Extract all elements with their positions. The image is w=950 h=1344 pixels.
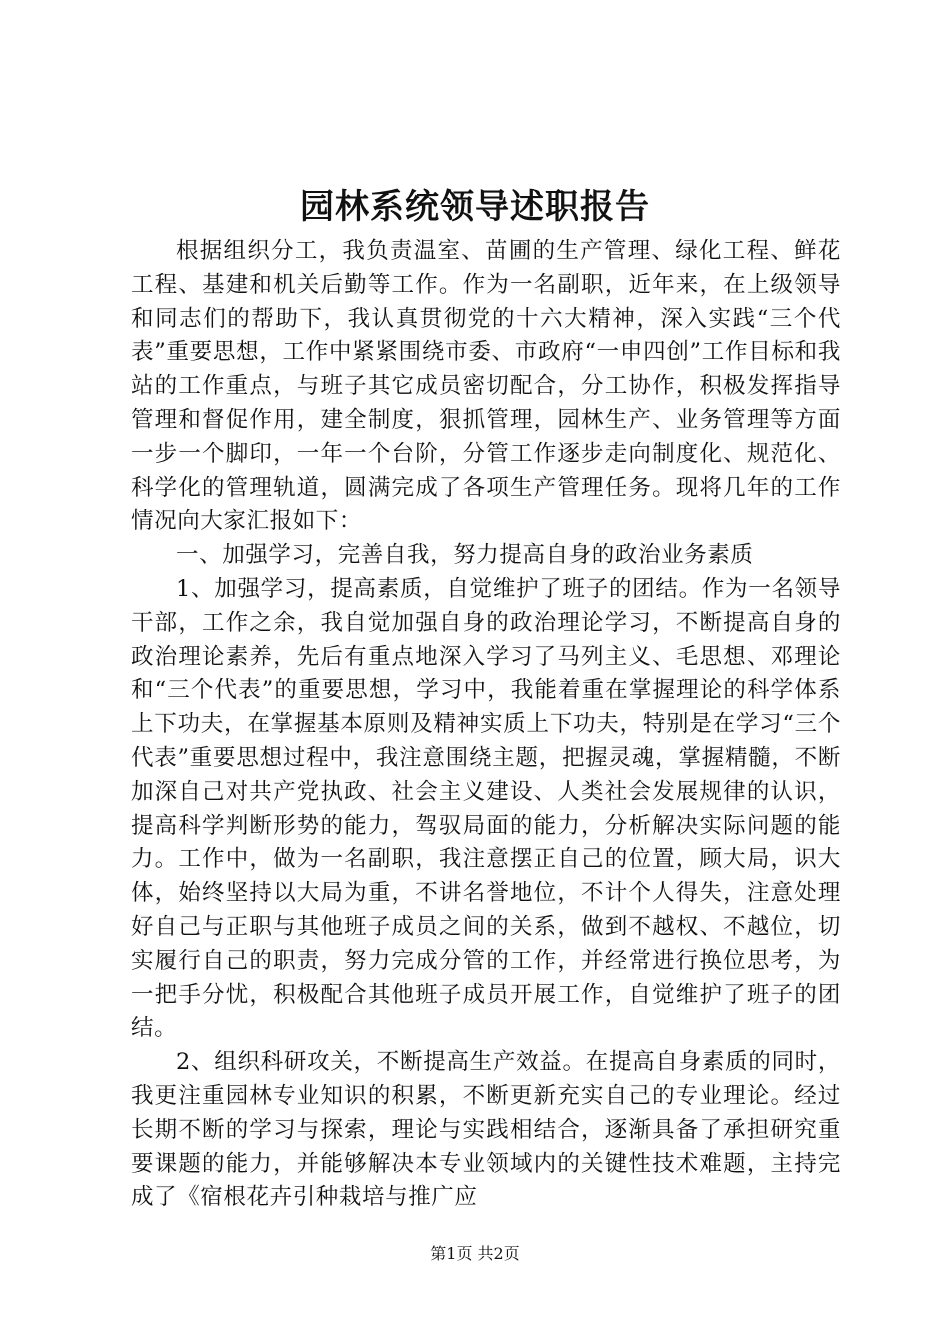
paragraph-study: 1、加强学习，提高素质，自觉维护了班子的团结。作为一名领导干部，工作之余，我自觉加强自身的政治理论学习，不断提高自身的政治理论素养，先后有重点地深入学习了马列主义、毛思想、邓理论和“三个代表”的重要思想，学习中，我能着重在掌握理论的科学体系上下功夫，在掌握基本原则及精神实质上下功夫，特别是在学习“三个代表”重要思想过程中，我注意围绕主题，把握灵魂，掌握精髓，不断加深自己对共产党执政、社会主义建设、人类社会发展规律的认识，提高科学判断形势的能力，驾驭局面的能力，分析解决实际问题的能力。工作中，做为一名副职，我注意摆正自己的位置，顾大局，识大体，始终坚持以大局为重，不讲名誉地位，不计个人得失，注意处理好自己与正职与其他班子成员之间的关系，做到不越权、不越位，切实履行自己的职责，努力完成分管的工作，并经常进行换位思考，为一把手分忧，积极配合其他班子成员开展工作，自觉维护了班子的团结。 bbox=[131, 575, 841, 1042]
paragraph-research: 2、组织科研攻关，不断提高生产效益。在提高自身素质的同时，我更注重园林专业知识的积累，不断更新充实自己的专业理论。经过长期不断的学习与探索，理论与实践相结合，逐渐具备了承担研究重要课题的能力，并能够解决本专业领域内的关键性技术难题，主持完成了《宿根花卉引种栽培与推广应 bbox=[131, 1049, 841, 1211]
document-body bbox=[131, 235, 841, 1215]
section-heading: 一、加强学习，完善自我，努力提高自身的政治业务素质 bbox=[176, 542, 754, 569]
document-title: 园林系统领导述职报告 bbox=[300, 187, 650, 227]
page-footer: 第1页 共2页 bbox=[430, 1244, 520, 1263]
paragraph-intro: 根据组织分工，我负责温室、苗圃的生产管理、绿化工程、鲜花工程、基建和机关后勤等工作。作为一名副职，近年来，在上级领导和同志们的帮助下，我认真贯彻党的十六大精神，深入实践“三个代表”重要思想，工作中紧紧围绕市委、市政府“一申四创”工作目标和我站的工作重点，与班子其它成员密切配合，分工协作，积极发挥指导管理和督促作用，建全制度，狠抓管理，园林生产、业务管理等方面一步一个脚印，一年一个台阶，分管工作逐步走向制度化、规范化、科学化的管理轨道，圆满完成了各项生产管理任务。现将几年的工作情况向大家汇报如下： bbox=[131, 238, 841, 535]
